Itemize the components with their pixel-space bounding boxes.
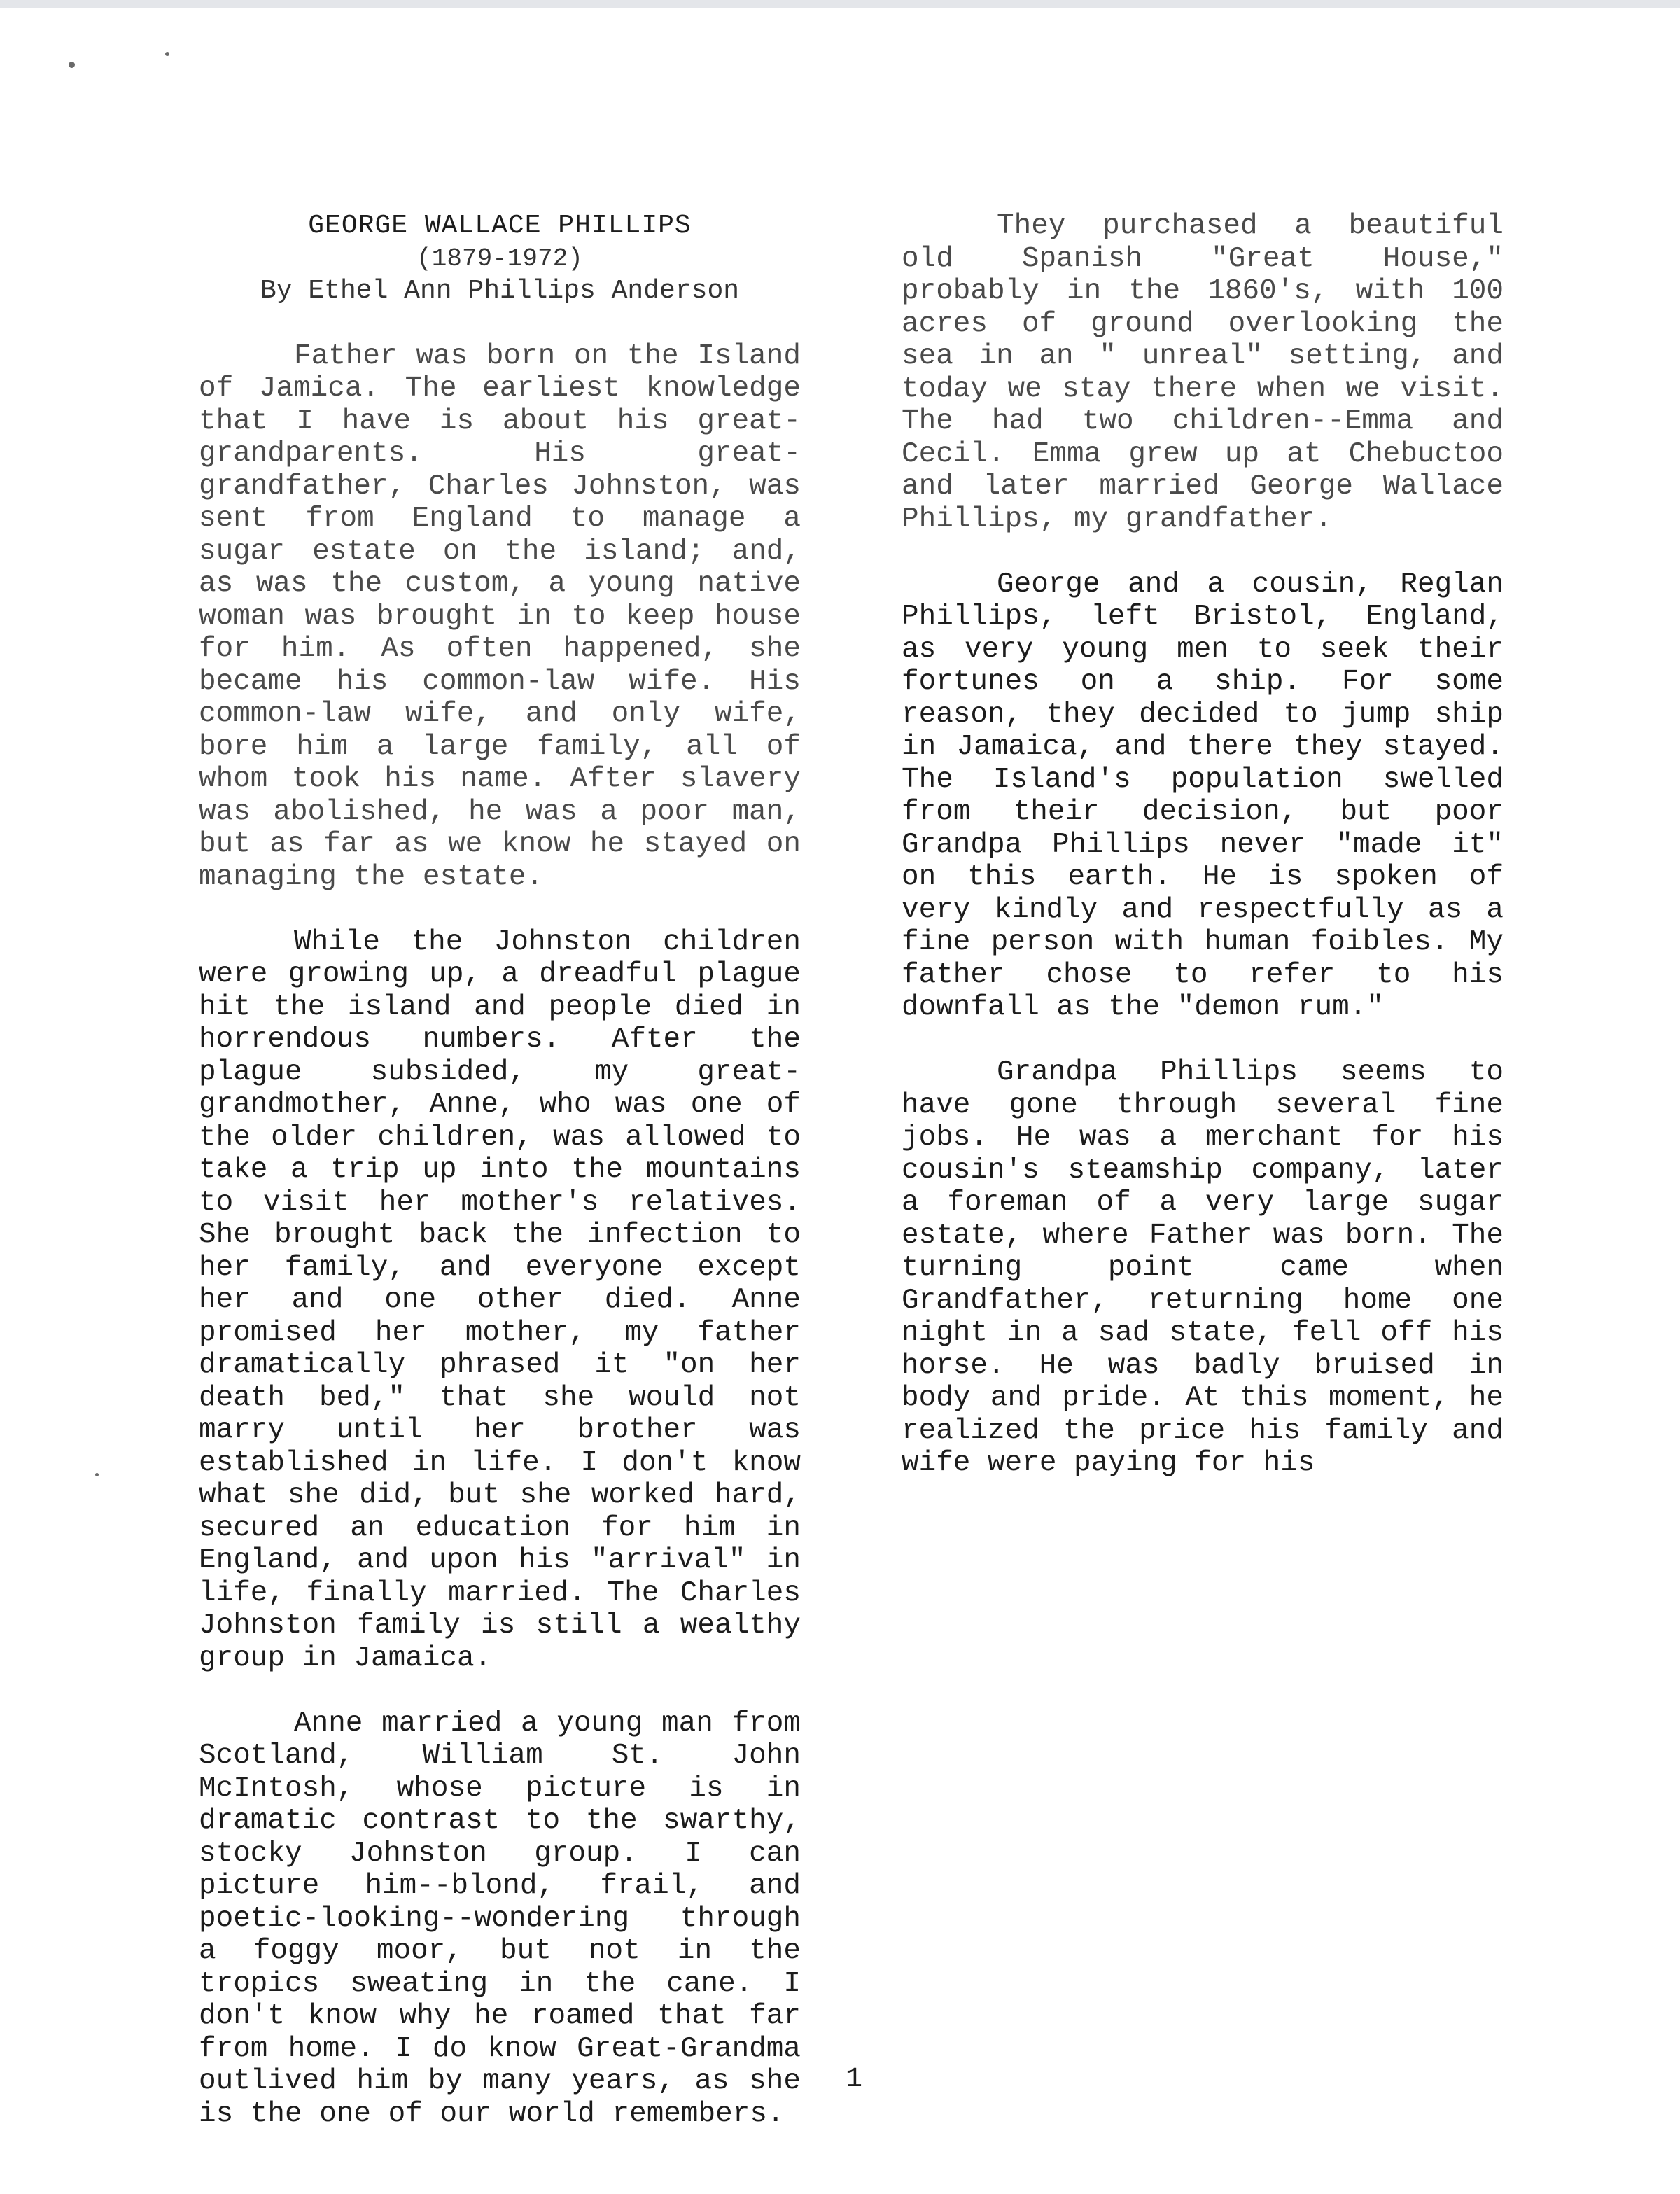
paragraph-6: Grandpa Phillips seems to have gone through several fine jobs. He was a merchant for his cousin's steamship company, later a foreman of a very large sugar estate, where Father was born. The turning point came when Grandfather, returning home one night in a sad state, fell off his horse. He was badly bruised in body and pride. At this moment, he realized the price his family and wife were paying for his [902,1056,1504,1479]
paragraph-2: While the Johnston children were growing up, a dreadful plague hit the island and people died in horrendous numbers. After the plague subsided, my great-grandmother, Anne, who was one of the older children, was allowed to take a trip up into the mountains to visit her mother's relatives. She brought back the infection to her family, and everyone except her and one other died. Anne promised her mother, my father dramatically phrased it "on her death bed," that she would not marry until her brother was established in life. I don't know what she did, but she worked hard, secured an education for him in England, and upon his "arrival" in life, finally married. The Charles Johnston family is still a wealthy group in Jamaica. [199,925,801,1675]
byline: By Ethel Ann Phillips Anderson [260,276,740,306]
right-column [902,210,1504,1512]
left-column [199,210,801,2163]
paragraph-5: George and a cousin, Reglan Phillips, left Bristol, England, as very young men to seek their fortunes on a ship. For some reason, they decided to jump ship in Jamaica, and there they stayed. The Island's population swelled from their decision, but poor Grandpa Phillips never "made it" on this earth. He is spoken of very kindly and respectfully as a fine person with human foibles. My father chose to refer to his downfall as the "demon rum." [902,568,1504,1023]
paragraph-4: They purchased a beautiful old Spanish "Great House," probably in the 1860's, with 100 acres of ground overlooking the sea in an " unreal" setting, and today we stay there when we visit. The had two children--Emma and Cecil. Emma grew up at Chebuctoo and later married George Wallace Phillips, my grandfather. [902,210,1504,536]
life-dates: (1879-1972) [416,244,583,273]
title-block [199,210,801,308]
scan-speck [95,1473,99,1476]
scan-edge [0,0,1680,8]
scan-speck [165,52,169,56]
page-title: GEORGE WALLACE PHILLIPS [308,211,692,241]
paragraph-1: Father was born on the Island of Jamica. The earliest knowledge that I have is about his great-grandparents. His great-grandfather, Charles Johnston, was sent from England to manage a sugar estate on the island; and, as was the custom, a young native woman was brought in to keep house for him. As often happened, she became his common-law wife. His common-law wife, and only wife, bore him a large family, all of whom took his name. After slavery was abolished, he was a poor man, but as far as we know he stayed on managing the estate. [199,340,801,893]
page-number: 1 [845,2064,862,2095]
paragraph-3: Anne married a young man from Scotland, William St. John McIntosh, whose picture is in dramatic contrast to the swarthy, stocky Johnston group. I can picture him--blond, frail, and poetic-looking--wondering through a foggy moor, but not in the tropics sweating in the cane. I don't know why he roamed that far from home. I do know Great-Grandma outlived him by many years, as she is the one of our world remembers. [199,1707,801,2130]
scan-speck [69,62,75,68]
